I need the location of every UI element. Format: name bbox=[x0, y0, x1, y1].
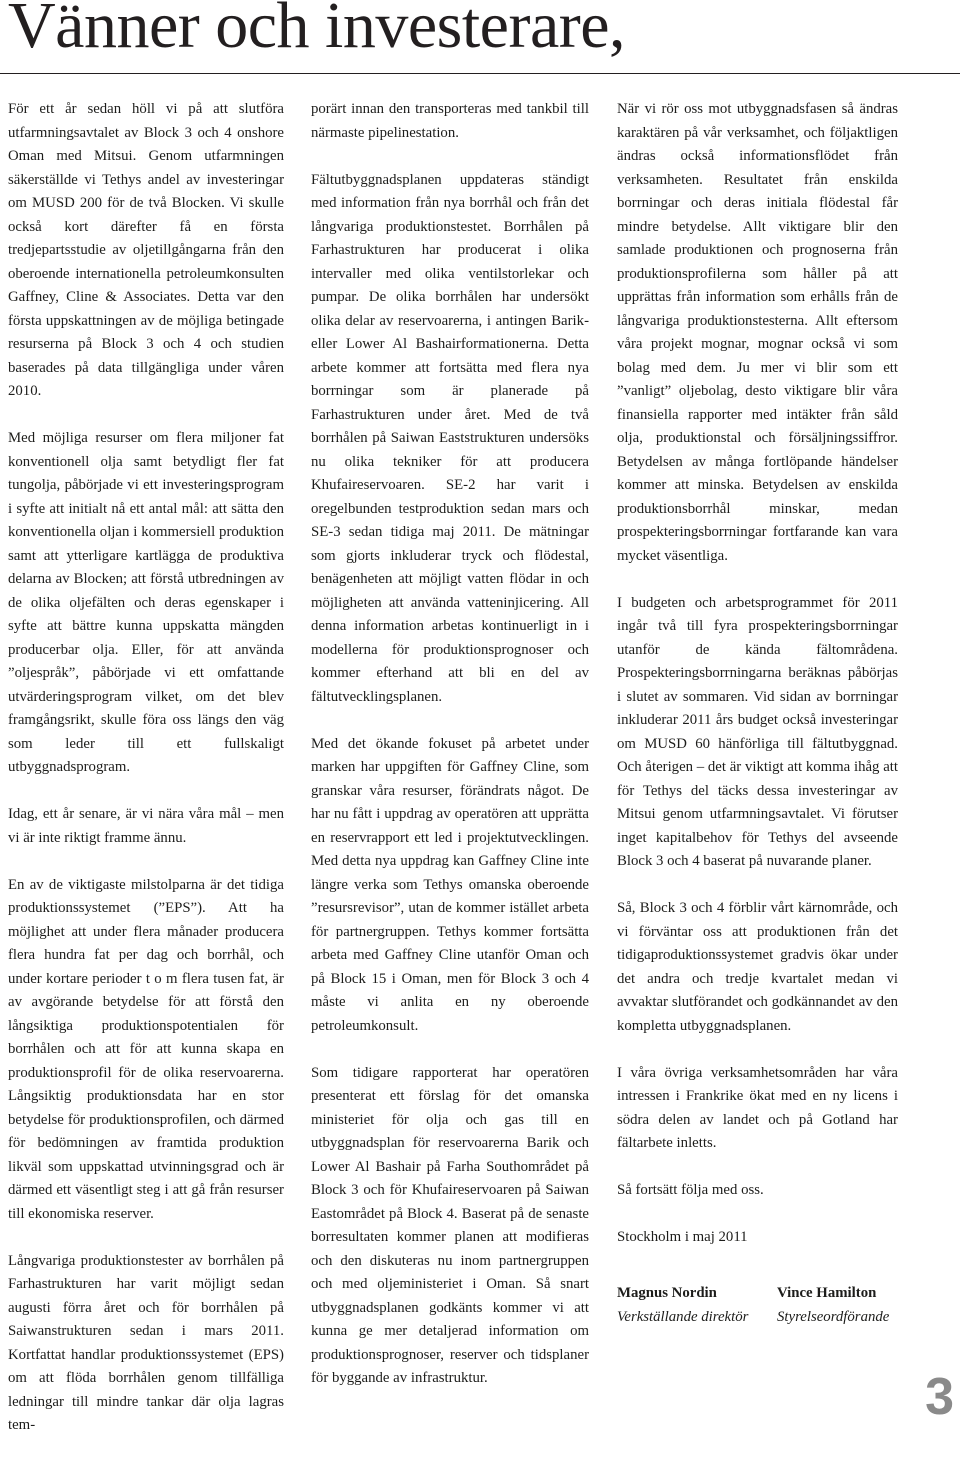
dateline: Stockholm i maj 2011 bbox=[617, 1229, 748, 1245]
paragraph: Som tidigare rapporterat har operatören presenterat ett förslag för det omanska ministeriet för olja och gas till en utbyggnadsplan för reservoarerna Barik och Lower Al Bashair på Farha Southområdet på Block 3 och för Khufaireservoaren på Saiwan Eastområdet på Block 4. Baserat på de senaste borresultaten kommer planen att modifieras och den diskuteras nu inom partnergruppen och med oljeministeriet i Oman. Så snart utbyggnadsplanen godkänts kommer vi att kunna ge mer detaljerad information om produktionsprognoser, reserver och tidsplaner för byggande av infrastruktur. bbox=[311, 1064, 589, 1386]
column-2 bbox=[311, 98, 589, 1414]
paragraph: Idag, ett år senare, är vi nära våra mål – men vi är inte riktigt framme ännu. bbox=[8, 806, 284, 846]
paragraph: Fältutbyggnadsplanen uppdateras ständigt med information från nya borrhål och från det långvariga produktionstestet. Borrhålen på Farhastrukturen har producerat i olika intervaller med olika ventilstorlekar och pumpar. De olika borrhålen har undersökt olika delar av reservoarerna, i antingen Barik- eller Lower Al Bashairformationerna. Detta arbete kommer att fortsätta med flera nya borrningar som är planerade på Farhastrukturen under året. Med de två borrhålen på Saiwan Eaststrukturen undersöks nu olika tekniker för att producera Khufaireservoaren. SE-2 har varit i oregelbunden testproduktion sedan mars och SE-3 sedan tidiga maj 2011. De mätningar som gjorts inkluderar tryck och flödestal, benägenheten att möjligt vatten flödar in och möjligheten att använda vatteninjicering. All denna information arbetas kontinuerligt in i modellerna för produktionsprognoser och kommer efterhand att bli en del av fältutvecklingsplanen. bbox=[311, 171, 589, 705]
paragraph: I budgeten och arbetsprogrammet för 2011 ingår två till fyra prospekteringsborrningar utanför de kända fältområdena. Prospekteringsborrningarna beräknas påbörjas i slutet av sommaren. Vid sidan av borrningar inkluderar 2011 års budget också investeringar om MUSD 60 hänförliga till fältutbyggnad. Och återigen – det är viktigt att komma ihåg att för Tethys del täcks dessa investeringar av Mitsui genom utfarmningsavtalet. Vi förutser inget kapitalbehov för Tethys del avseende Block 3 och 4 baserat på nuvarande planer. bbox=[617, 594, 898, 869]
signer-role: Styrelseordförande bbox=[777, 1308, 890, 1325]
paragraph: Så, Block 3 och 4 förblir vårt kärnområde, och vi förväntar oss att produktionen från det tidigaproduktionssystemet gradvis ökar under det andra och tredje kvartalet medan vi avvaktar slutförandet och godkännandet av den kompletta utbyggnadsplanen. bbox=[617, 900, 898, 1034]
signer-role: Verkställande direktör bbox=[617, 1308, 749, 1325]
paragraph: En av de viktigaste milstolparna är det tidiga produktionssystemet (”EPS”). Att ha möjlighet att under flera månader producera flera hundra fat per dag och borrhål, och under kortare perioder t o m flera tusen fat, är av avgörande betydelse för att förstå den långsiktiga produktionspotentialen för borrhålen och att för att kunna skapa en produktionsprofil för de olika reservoarerna. Långsiktig produktionsdata har en stor betydelse för produktionsprofilen, och därmed för bedömningen av framtida produktion likväl som uppskattad utvinningsgrad och är därmed ett väsentligt steg i att gå från resurser till ekonomiska reserver. bbox=[8, 876, 284, 1222]
paragraph: När vi rör oss mot utbyggnadsfasen så ändras karaktären på vår verksamhet, och följaktligen ändras också informationsflödet från verksamheten. Resultatet från enskilda borrningar och deras initiala flödestal får mindre betydelse. Allt viktigare blir den samlade produktionen och prognoserna från produktionsprofilerna som håller på att upprättas från information som erhålls från de långvariga produktionstesterna. Allt eftersom våra projekt mognar, mognar också vi som bolag med dem. Ju mer vi blir som ett ”vanligt” oljebolag, desto viktigare blir våra finansiella rapporter med intäkter från såld olja, produktionstal och försäljningssiffror. Betydelsen av många fortlöpande händelser kommer att minska. Betydelsen av enskilda produktionsborrhål minskar, medan prospekteringsborrningar fortfarande kan vara mycket väsentliga. bbox=[617, 101, 898, 564]
paragraph: Med det ökande fokuset på arbetet under marken har uppgiften för Gaffney Cline, som granskar våra resurser, förändrats något. De har nu fått i uppdrag av operatören att upprätta en reservrapport ett led i projektutvecklingen. Med detta nya uppdrag kan Gaffney Cline inte längre verka som Tethys omanska oberoende ”resursrevisor”, utan de kommer istället arbeta för partnergruppen. Tethys kommer fortsätta arbeta med Gaffney Cline utanför Oman och på Block 15 i Oman, men för Block 3 och 4 måste vi anlita en ny oberoende petroleumkonsult. bbox=[311, 735, 589, 1034]
paragraph: I våra övriga verksamhetsområden har våra intressen i Frankrike ökat med en ny licens i södra delen av landet och på Gotland har fältarbete inletts. bbox=[617, 1064, 898, 1151]
paragraph: För ett år sedan höll vi på att slutföra utfarmningsavtalet av Block 3 och 4 onshore Oman med Mitsui. Genom utfarmningen säkerställde vi Tethys andel av investeringar om MUSD 200 för de två Blocken. Vi skulle också kort därefter få en första tredjepartsstudie av oljetillgångarna från den oberoende internationella petroleumkonsulten Gaffney, Cline & Associates. Detta var den första uppskattningen av de möjliga betingade resurserna på Block 3 och 4 och studien baserades på data tillgängliga under våren 2010. bbox=[8, 101, 284, 399]
signature-block bbox=[617, 1282, 748, 1329]
page-title: Vänner och investerare, bbox=[8, 0, 626, 62]
paragraph: Så fortsätt följa med oss. bbox=[617, 1182, 764, 1198]
page-number: 3 bbox=[925, 1367, 954, 1426]
paragraph: Med möjliga resurser om flera miljoner fat konventionell olja samt betydligt fler fat tungolja, påbörjade vi ett investeringsprogram i syfte att initialt nå ett antal mål: att sätta den konventionella oljan i kommersiell produktion samt att ytterligare kartlägga de produktiva delarna av Blocken; att förstå utbredningen av de olika oljefälten och deras egenskaper i syfte att bättre kunna uppskatta mängden producerbar olja. Eller, för att använda ”oljespråk”, påbörjade vi ett omfattande utvärderingsprogram vilket, om det blev framgångsrikt, skulle föra oss längs den väg som leder till ett fullskaligt utbyggnadsprogram. bbox=[8, 430, 284, 775]
column-1 bbox=[8, 98, 284, 1461]
title-rule bbox=[0, 73, 960, 74]
column-3 bbox=[617, 98, 898, 1273]
paragraph: porärt innan den transporteras med tankbil till närmaste pipelinestation. bbox=[311, 101, 589, 141]
paragraph: Långvariga produktionstester av borrhålen på Farhastrukturen har varit möjligt sedan augusti förra året och för borrhålen på Saiwanstrukturen sedan i mars 2011. Kortfattat handlar produktionssystemet (EPS) om att flöda borrhålen genom tillfälliga ledningar till mindre tankar där olja lagras tem- bbox=[8, 1252, 284, 1433]
signer-name: Vince Hamilton bbox=[777, 1285, 877, 1301]
signature-block bbox=[777, 1282, 889, 1329]
signer-name: Magnus Nordin bbox=[617, 1285, 717, 1301]
